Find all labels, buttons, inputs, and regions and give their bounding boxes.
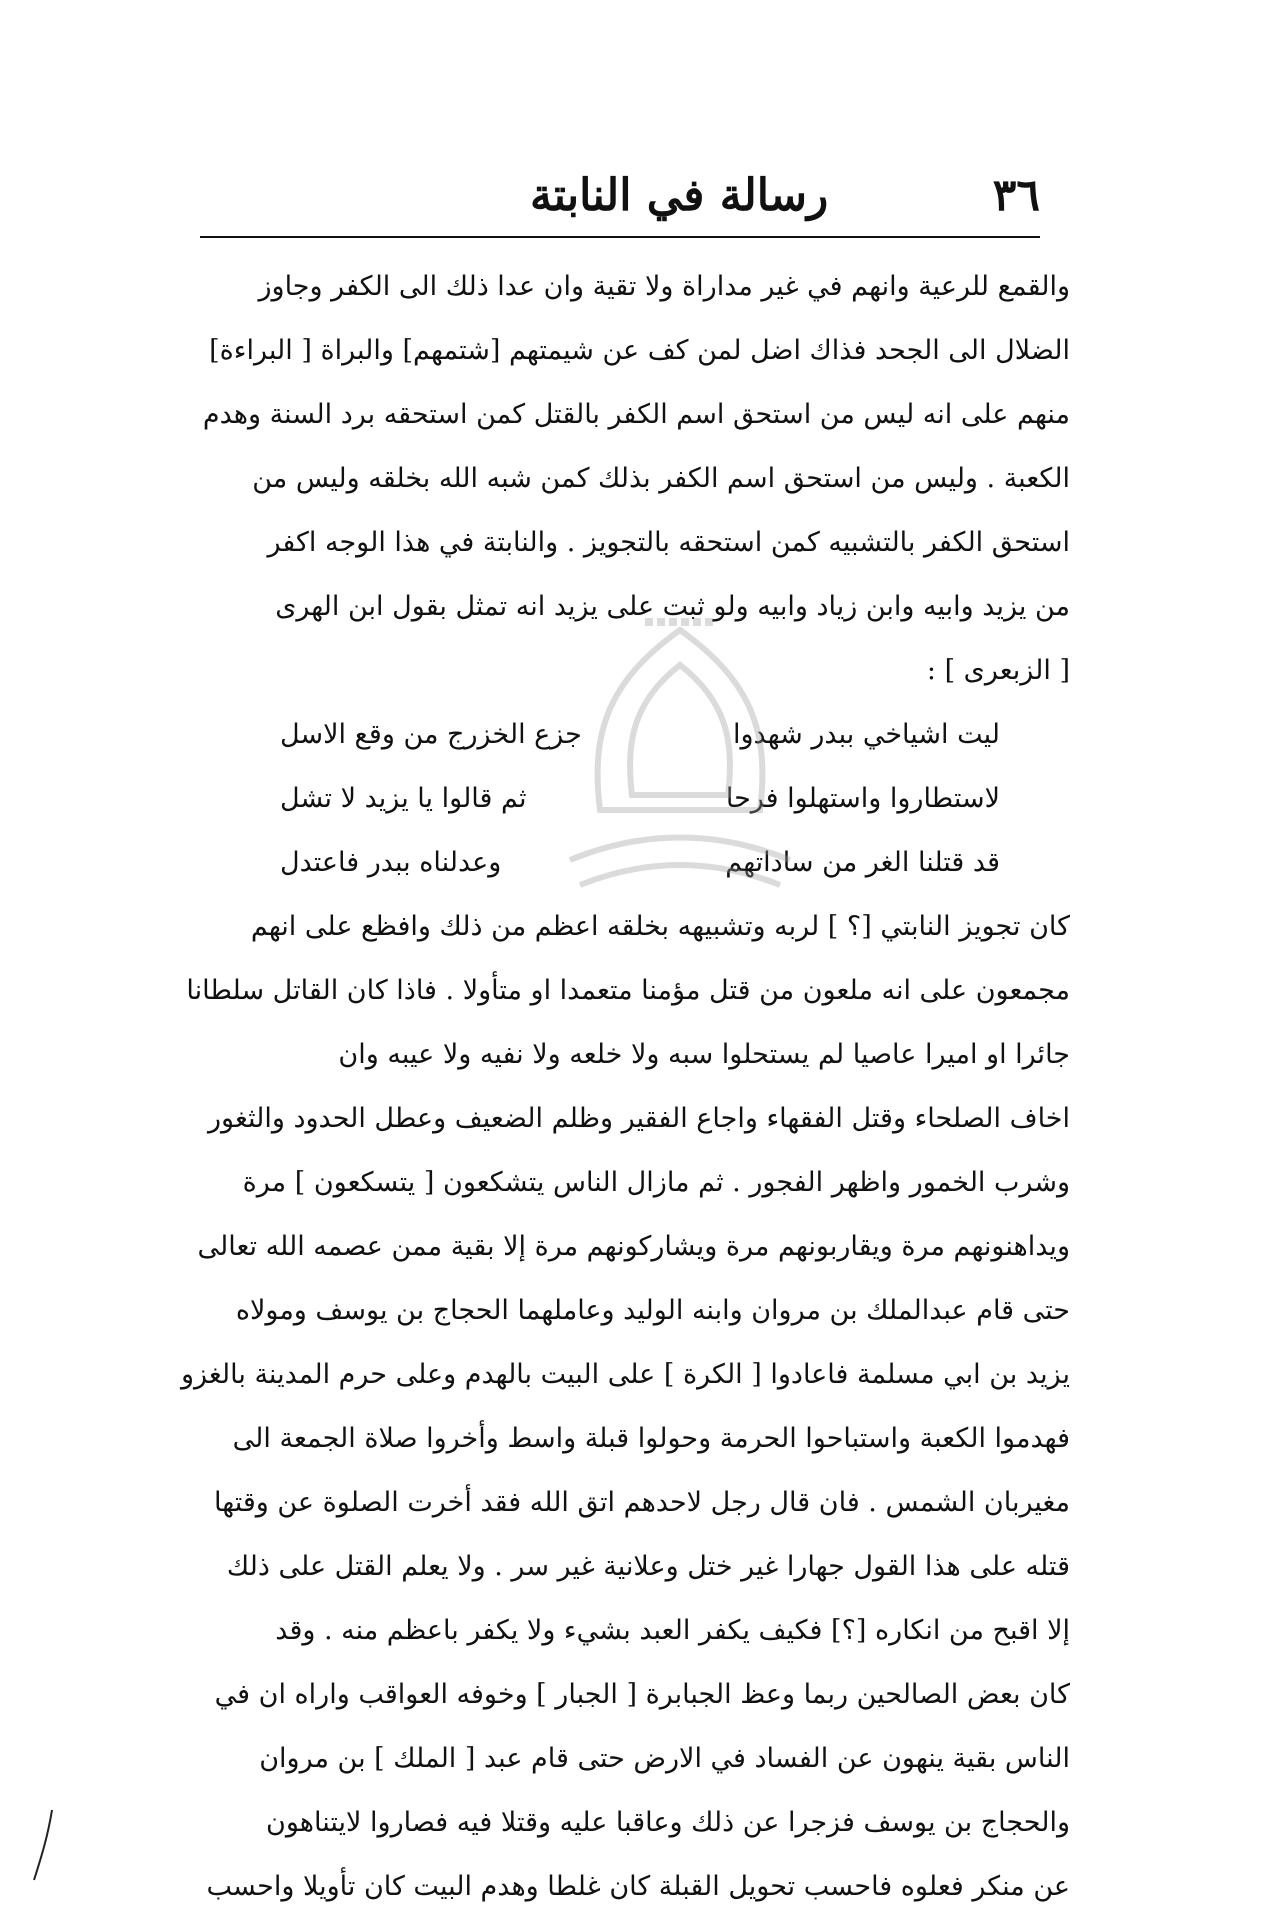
text-line: إلا اقبح من انكاره [؟] فكيف يكفر العبد بشيء ولا يكفر باعظم منه . وقد	[275, 1615, 1070, 1646]
text-line: مجمعون على انه ملعون من قتل مؤمنا متعمدا او متأولا . فاذا كان القاتل سلطانا	[186, 975, 1070, 1006]
text-line: اخاف الصلحاء وقتل الفقهاء واجاع الفقير وظلم الضعيف وعطل الحدود والثغور	[207, 1103, 1070, 1134]
text-line: استحق الكفر بالتشبيه كمن استحقه بالتجويز . والنابتة في هذا الوجه اكفر	[267, 527, 1070, 558]
text-line: فهدموا الكعبة واستباحوا الحرمة وحولوا قبلة واسط وأخروا صلاة الجمعة الى	[232, 1423, 1070, 1454]
text-line: والحجاج بن يوسف فزجرا عن ذلك وعاقبا عليه وقتلا فيه فصاروا لايتناهون	[266, 1807, 1070, 1838]
text-line: [ الزبعرى ] :	[926, 655, 1070, 686]
text-line: كان تجويز النابتي [؟ ] لربه وتشبيهه بخلقه اعظم من ذلك وافظع على انهم	[250, 911, 1070, 942]
text-line: الناس بقية ينهون عن الفساد في الارض حتى قام عبد [ الملك ] بن مروان	[259, 1743, 1070, 1774]
paragraph-2	[160, 895, 1070, 1919]
hemistich-second: وعدلناه ببدر فاعتدل	[280, 847, 502, 878]
text-line: وشرب الخمور واظهر الفجور . ثم مازال الناس يتشكعون [ يتسكعون ] مرة	[242, 1167, 1070, 1198]
hemistich-first: قد قتلنا الغر من ساداتهم	[725, 847, 1000, 878]
hemistich-first: لاستطاروا واستهلوا فرحا	[725, 783, 1000, 814]
text-line: كان بعض الصالحين ربما وعظ الجبابرة [ الجبار ] وخوفه العواقب واراه ان في	[214, 1679, 1070, 1710]
text-line: جائرا او اميرا عاصيا لم يستحلوا سبه ولا خلعه ولا نفيه ولا عيبه وان	[338, 1039, 1070, 1070]
text-line: حتى قام عبدالملك بن مروان وابنه الوليد وعاملهما الحجاج بن يوسف ومولاه	[235, 1295, 1070, 1326]
body-text	[160, 255, 1070, 1919]
book-page	[160, 150, 1070, 1902]
text-line: عن منكر فعلوه فاحسب تحويل القبلة كان غلطا وهدم البيت كان تأويلا واحسب	[206, 1871, 1070, 1902]
library-seal-watermark	[550, 610, 810, 910]
hemistich-second: ثم قالوا يا يزيد لا تشل	[280, 783, 527, 814]
text-line: الضلال الى الجحد فذاك اضل لمن كف عن شيمتهم [شتمهم] والبراة [ البراءة]	[209, 335, 1070, 366]
hemistich-first: ليت اشياخي ببدر شهدوا	[733, 719, 1000, 750]
text-line: من يزيد وابيه وابن زياد وابيه ولو ثبت على يزيد انه تمثل بقول ابن الهرى	[275, 591, 1070, 622]
text-line: الكعبة . وليس من استحق اسم الكفر بذلك كمن شبه الله بخلقه وليس من	[252, 463, 1070, 494]
text-line: منهم على انه ليس من استحق اسم الكفر بالقتل كمن استحقه برد السنة وهدم	[202, 399, 1070, 430]
page-header	[160, 150, 1070, 240]
text-line: مغيربان الشمس . فان قال رجل لاحدهم اتق الله فقد أخرت الصلوة عن وقتها	[214, 1487, 1070, 1518]
text-line: والقمع للرعية وانهم في غير مداراة ولا تقية وان عدا ذلك الى الكفر وجاوز	[258, 271, 1070, 302]
header-rule	[200, 236, 1040, 238]
text-line: قتله على هذا القول جهارا غير ختل وعلانية غير سر . ولا يعلم القتل على ذلك	[226, 1551, 1070, 1582]
text-line: ويداهنونهم مرة ويقاربونهم مرة ويشاركونهم مرة إلا بقية ممن عصمه الله تعالى	[197, 1231, 1070, 1262]
page-number: ٣٦	[992, 170, 1040, 221]
margin-pen-mark	[30, 1805, 60, 1885]
running-title: رسالة في النابتة	[530, 170, 829, 221]
hemistich-second: جزع الخزرج من وقع الاسل	[280, 719, 582, 750]
text-line: يزيد بن ابي مسلمة فاعادوا [ الكرة ] على البيت بالهدم وعلى حرم المدينة بالغزو	[180, 1359, 1070, 1390]
